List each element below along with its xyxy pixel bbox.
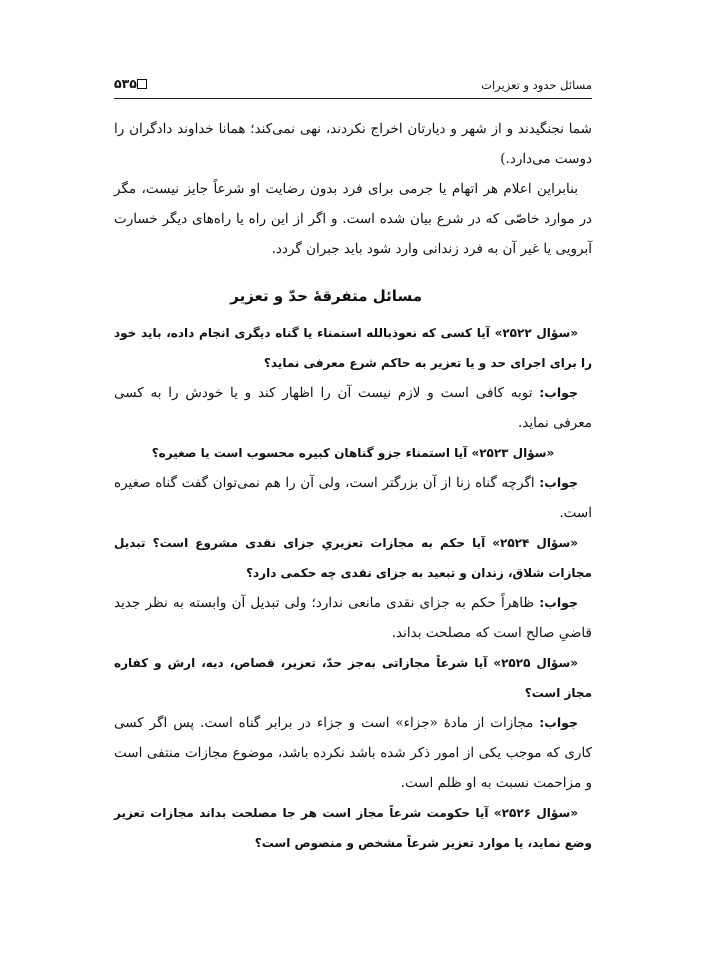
body-paragraph: شما نجنگیدند و از شهر و دیارتان اخراج نکردند، نهی نمی‌کند؛ همانا خداوند دادگران را دوست می‌دارد.) xyxy=(114,121,592,167)
body-paragraph: بنابراین اعلام هر اتهام یا جرمی برای فرد بدون رضایت او شرعاً جایز نیست، مگر در موارد خاصّی که در شرع بیان شده است. و اگر از این راه یا راه‌های دیگر خسارت آبرویی یا غیر آن به فرد زندانی وارد شود باید جبران گردد. xyxy=(114,181,592,257)
page-number-value: ۵۳۵ xyxy=(114,76,137,91)
square-bullet-icon xyxy=(137,79,147,89)
answer-label: جواب: xyxy=(539,475,578,490)
answer-text: مجازات از مادۀ «جزاء» است و جزاء در برابر گناه است. پس اگر کسی کاری که موجب یکی از امور ذکر شده باشد نکرده باشد، موضوع مجازات منتفی است و مزاحمت نسبت به او ظلم است. xyxy=(114,715,592,791)
question-2525: «سؤال ۲۵۲۵» آیا شرعاً مجازاتی به‌جز حدّ، تعزیر، قصاص، دیه، ارش و کفاره مجاز است؟ xyxy=(114,656,592,700)
page-number xyxy=(114,76,151,91)
section-heading: مسائل متفرقۀ حدّ و تعزیر xyxy=(230,287,422,305)
answer-text: اگرچه گناه زنا از آن بزرگتر است، ولی آن را هم نمی‌توان گفت گناه صغیره است. xyxy=(114,475,592,521)
page-header xyxy=(114,72,592,99)
question-2522: «سؤال ۲۵۲۲» آیا کسی که نعوذبالله استمناء یا گناه دیگری انجام داده، باید خود را برای اجرای حد و یا تعزیر به حاکم شرع معرفی نماید؟ xyxy=(114,326,592,370)
answer-2525 xyxy=(114,708,592,798)
answer-2523 xyxy=(114,468,592,528)
answer-label: جواب: xyxy=(539,595,578,610)
page-body xyxy=(114,114,592,858)
answer-text: ظاهراً حکم به جزای نقدی مانعی ندارد؛ ولی تبدیل آن وابسته به نظر جدید قاضیِ صالح است که مصلحت بداند. xyxy=(114,595,592,641)
answer-label: جواب: xyxy=(539,715,578,730)
question-2524: «سؤال ۲۵۲۴» آیا حکم به مجازات تعزیریِ جزای نقدی مشروع است؟ تبدیل مجازات شلاق، زندان و تبعید به جزای نقدی چه حکمی دارد؟ xyxy=(114,536,592,580)
question-2526: «سؤال ۲۵۲۶» آیا حکومت شرعاً مجاز است هر جا مصلحت بداند مجازات تعزیر وضع نماید، یا موارد تعزیر شرعاً مشخص و منصوص است؟ xyxy=(114,806,592,850)
answer-2522 xyxy=(114,378,592,438)
answer-2524 xyxy=(114,588,592,648)
running-title: مسائل حدود و تعزیرات xyxy=(481,78,592,92)
answer-text: توبه کافی است و لازم نیست آن را اظهار کند و یا خودش را به کسی معرفی نماید. xyxy=(114,385,592,431)
answer-label: جواب: xyxy=(539,385,578,400)
question-2523: «سؤال ۲۵۲۳» آیا استمناء جزو گناهان کبیره محسوب است یا صغیره؟ xyxy=(151,446,555,460)
